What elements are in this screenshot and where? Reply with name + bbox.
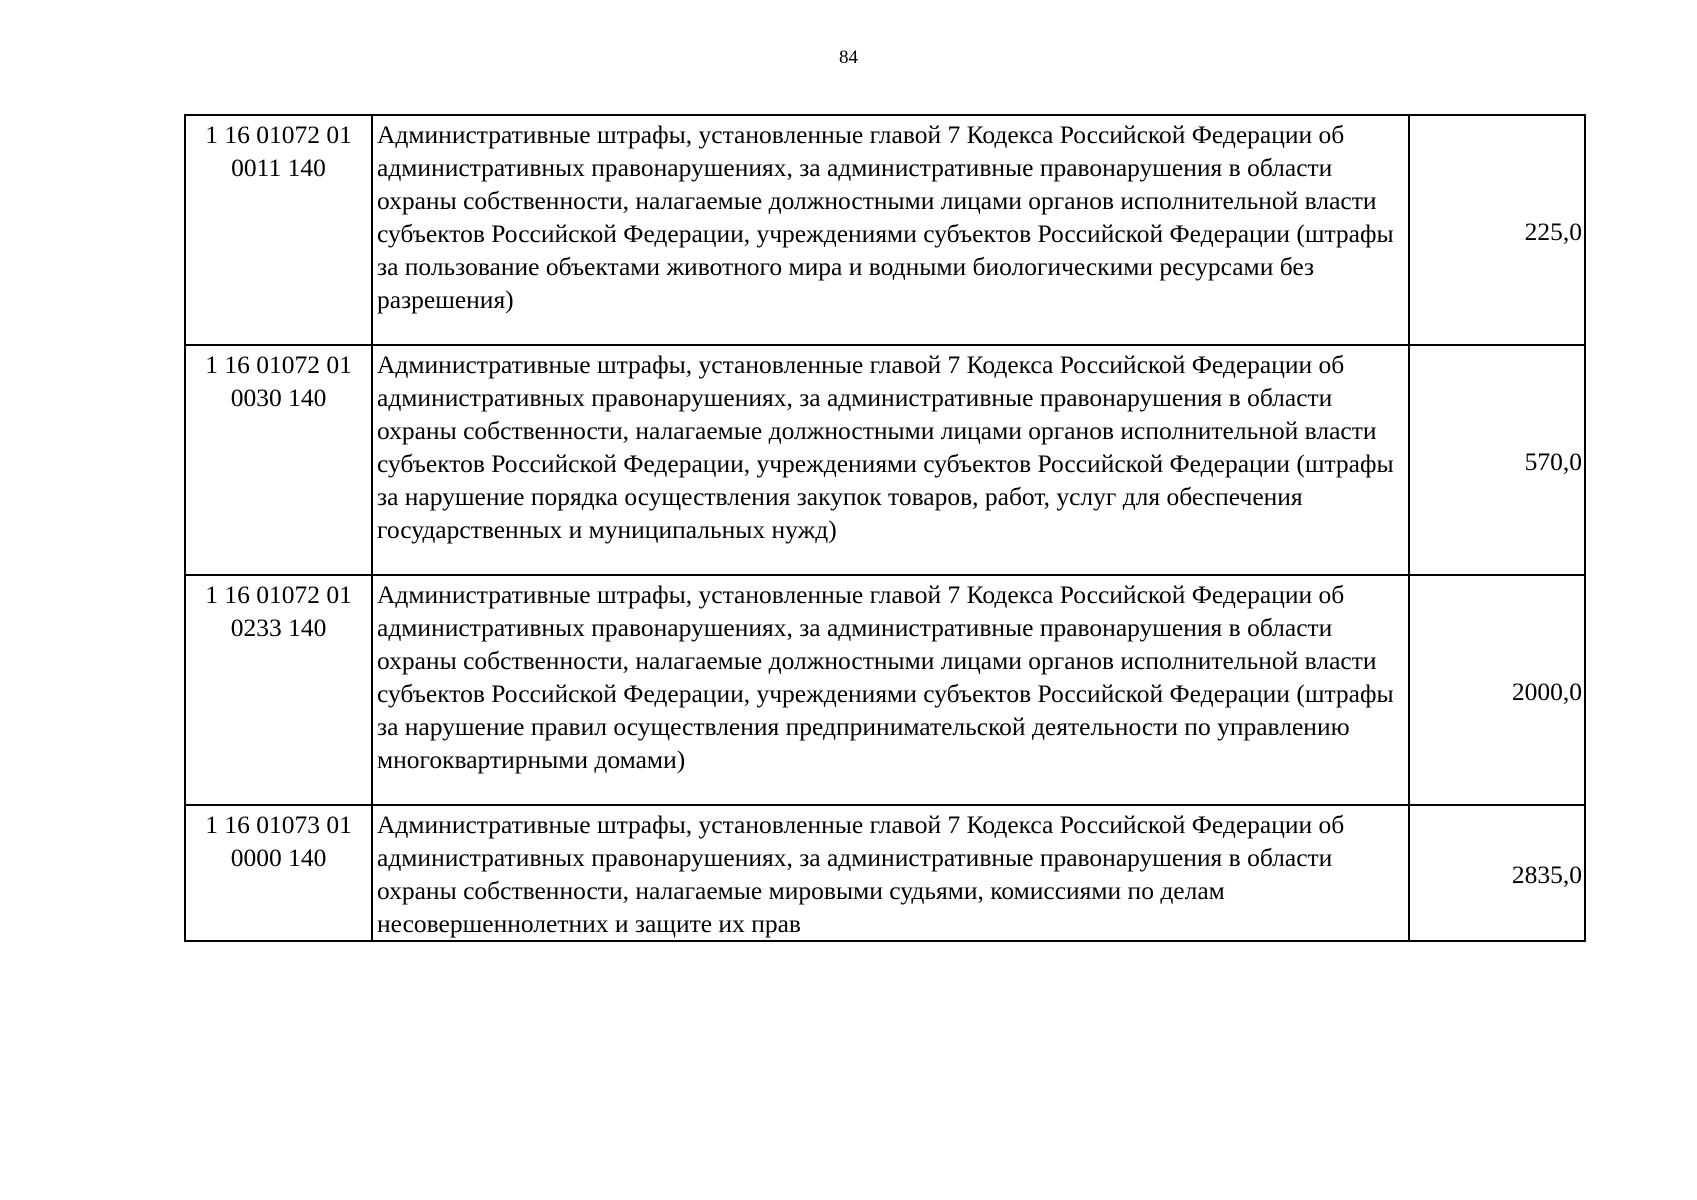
amount-cell: 2000,0 [1409,575,1585,805]
code-part-2: 0011 140 [231,153,326,182]
amount-cell: 225,0 [1409,115,1585,345]
amount-cell: 570,0 [1409,345,1585,575]
table-row [185,805,1585,941]
budget-classification-code [185,805,372,941]
amount-cell: 2835,0 [1409,805,1585,941]
budget-classification-code [185,115,372,345]
page-number: 84 [839,47,858,68]
table-row [185,115,1585,345]
table-row [185,575,1585,805]
budget-revenue-table [184,114,1586,942]
code-part-2: 0000 140 [230,843,327,872]
revenue-description [372,575,1409,805]
budget-classification-code [185,575,372,805]
budget-classification-code [185,345,372,575]
code-part-1: 1 16 01072 01 [205,120,352,149]
description-text: Административные штрафы, установленные главой 7 Кодекса Российской Федерации об административных правонарушениях, за административные правонарушения в области охраны собственности, налагаемые должностными лицами органов исполнительной власти субъектов Российской Федерации, учреждениями субъектов Российской Федерации (штрафы за нарушение порядка осуществления закупок товаров, работ, услуг для обеспечения государственных и муниципальных нужд) [377,350,1394,544]
code-part-1: 1 16 01072 01 [205,580,352,609]
revenue-description [372,115,1409,345]
description-text: Административные штрафы, установленные главой 7 Кодекса Российской Федерации об административных правонарушениях, за административные правонарушения в области охраны собственности, налагаемые должностными лицами органов исполнительной власти субъектов Российской Федерации, учреждениями субъектов Российской Федерации (штрафы за пользование объектами животного мира и водными биологическими ресурсами без разрешения) [377,120,1394,314]
code-part-1: 1 16 01073 01 [205,810,352,839]
revenue-description [372,345,1409,575]
revenue-description [372,805,1409,941]
code-part-2: 0233 140 [230,613,327,642]
code-part-1: 1 16 01072 01 [205,350,352,379]
description-text: Административные штрафы, установленные главой 7 Кодекса Российской Федерации об административных правонарушениях, за административные правонарушения в области охраны собственности, налагаемые мировыми судьями, комиссиями по делам несовершеннолетних и защите их прав [377,810,1345,938]
code-part-2: 0030 140 [230,383,327,412]
table-row [185,345,1585,575]
description-text: Административные штрафы, установленные главой 7 Кодекса Российской Федерации об административных правонарушениях, за административные правонарушения в области охраны собственности, налагаемые должностными лицами органов исполнительной власти субъектов Российской Федерации, учреждениями субъектов Российской Федерации (штрафы за нарушение правил осуществления предпринимательской деятельности по управлению многоквартирными домами) [377,580,1394,774]
